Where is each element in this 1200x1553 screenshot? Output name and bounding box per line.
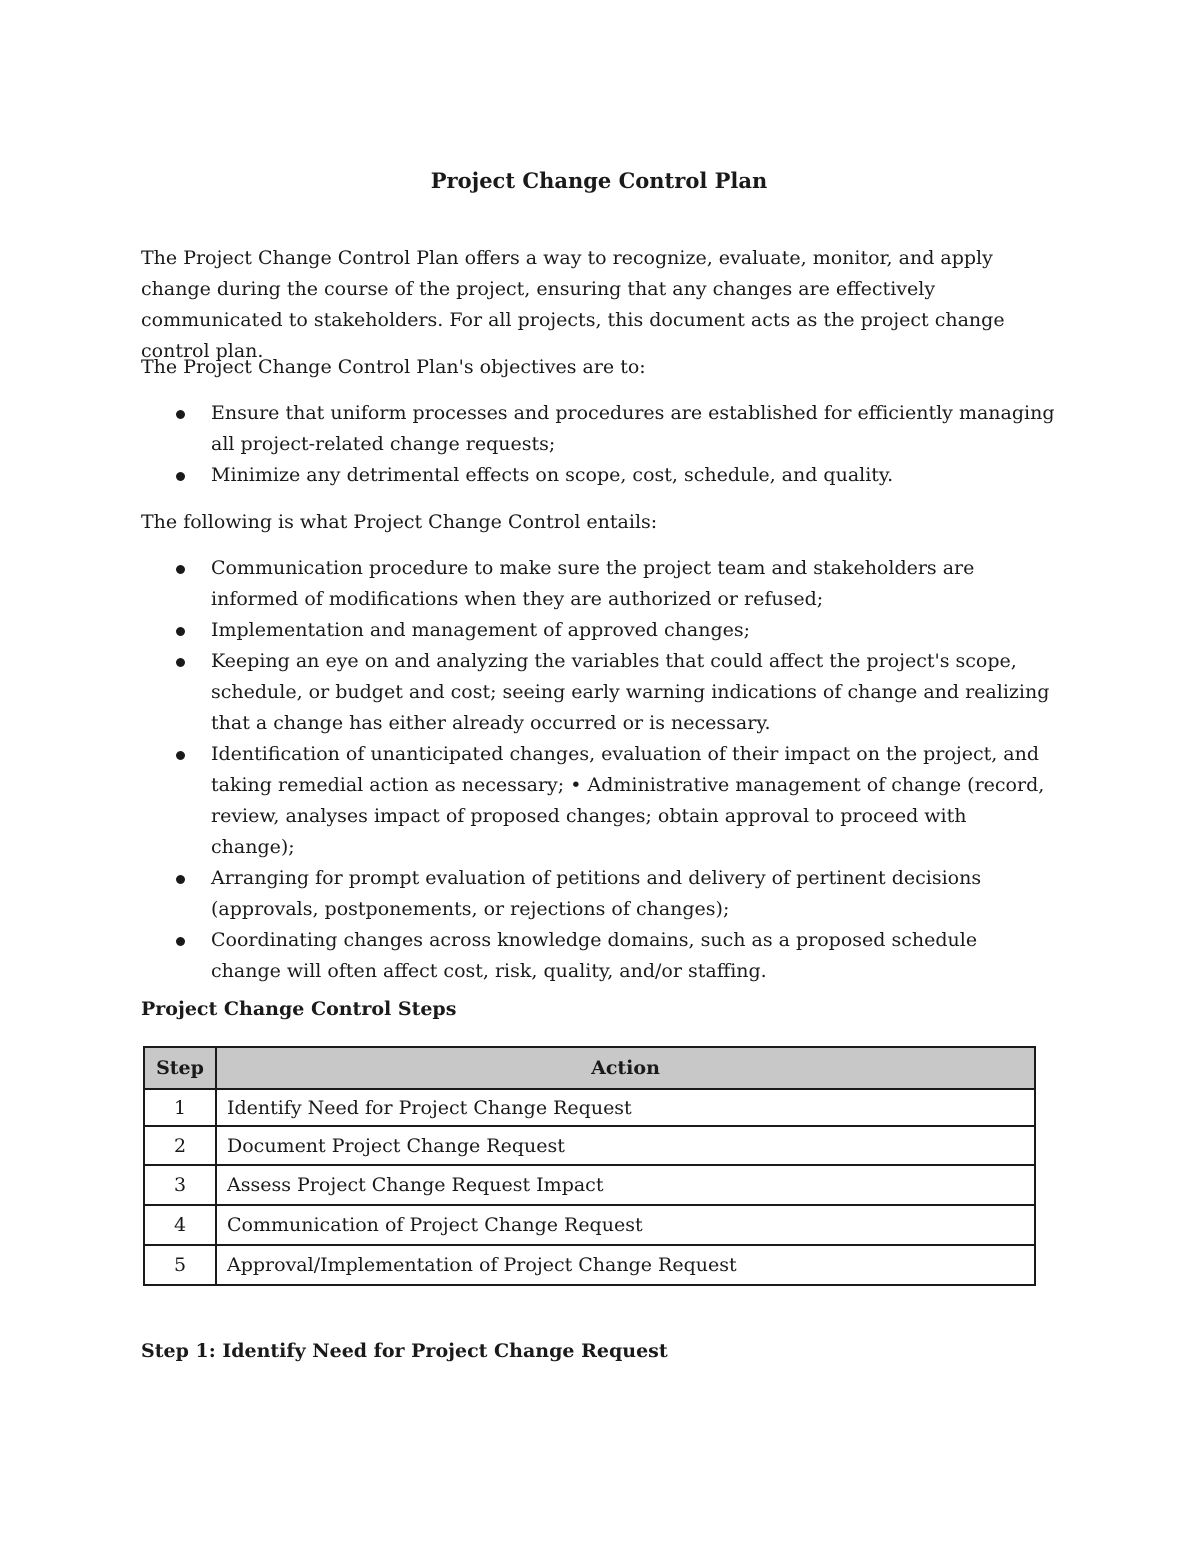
step1-heading: Step 1: Identify Need for Project Change Request xyxy=(141,1340,668,1362)
bullet-icon xyxy=(176,472,185,481)
list-item xyxy=(141,925,1051,987)
table-row xyxy=(144,1126,1035,1165)
list-item-text: Communication procedure to make sure the project team and stakeholders are informed of modifications when they are authorized or refused; xyxy=(211,557,975,610)
bullet-icon xyxy=(176,410,185,419)
table-row xyxy=(144,1205,1035,1245)
list-item-text: Implementation and management of approved changes; xyxy=(211,619,751,641)
bullet-icon xyxy=(176,937,185,946)
list-item xyxy=(141,553,1051,615)
table-header-row xyxy=(144,1047,1035,1089)
list-item-text: Ensure that uniform processes and procedures are established for efficiently managing all project-related change requests; xyxy=(211,402,1055,455)
objectives-list xyxy=(141,398,1061,491)
step-number: 4 xyxy=(144,1205,216,1245)
table-row xyxy=(144,1245,1035,1285)
table-row xyxy=(144,1165,1035,1205)
list-item xyxy=(141,646,1051,739)
intro-paragraph: The Project Change Control Plan offers a way to recognize, evaluate, monitor, and apply change during the course of the project, ensuring that any changes are effectively communicated to stakeholders. For all projects, this document acts as the project change control plan. xyxy=(141,247,1005,362)
step-action: Assess Project Change Request Impact xyxy=(216,1165,1035,1205)
step-action: Approval/Implementation of Project Change Request xyxy=(216,1245,1035,1285)
list-item xyxy=(141,739,1051,863)
steps-heading: Project Change Control Steps xyxy=(141,998,457,1020)
column-header-action: Action xyxy=(216,1047,1035,1089)
list-item-text: Arranging for prompt evaluation of petitions and delivery of pertinent decisions (approvals, postponements, or rejections of changes); xyxy=(211,867,982,920)
step-action: Identify Need for Project Change Request xyxy=(216,1089,1035,1126)
list-item xyxy=(141,615,1051,646)
list-item-text: Identification of unanticipated changes, evaluation of their impact on the project, and taking remedial action as necessary; • Administrative management of change (record, review, analyses impact of proposed changes; obtain approval to proceed with change); xyxy=(211,743,1045,858)
bullet-icon xyxy=(176,658,185,667)
list-item-text: Keeping an eye on and analyzing the variables that could affect the project's scope, schedule, or budget and cost; seeing early warning indications of change and realizing that a change has either already occurred or is necessary. xyxy=(211,650,1050,734)
bullet-icon xyxy=(176,751,185,760)
column-header-step: Step xyxy=(144,1047,216,1089)
step-action: Communication of Project Change Request xyxy=(216,1205,1035,1245)
step-number: 5 xyxy=(144,1245,216,1285)
list-item xyxy=(141,398,1061,460)
bullet-icon xyxy=(176,565,185,574)
bullet-icon xyxy=(176,875,185,884)
page-title: Project Change Control Plan xyxy=(430,168,768,193)
entails-lead: The following is what Project Change Control entails: xyxy=(141,511,658,533)
table-row xyxy=(144,1089,1035,1126)
step-action: Document Project Change Request xyxy=(216,1126,1035,1165)
steps-table xyxy=(143,1046,1036,1286)
list-item-text: Coordinating changes across knowledge domains, such as a proposed schedule change will often affect cost, risk, quality, and/or staffing. xyxy=(211,929,978,982)
list-item-text: Minimize any detrimental effects on scope, cost, schedule, and quality. xyxy=(211,464,894,486)
step-number: 3 xyxy=(144,1165,216,1205)
step-number: 1 xyxy=(144,1089,216,1126)
step-number: 2 xyxy=(144,1126,216,1165)
list-item xyxy=(141,863,1051,925)
entails-list xyxy=(141,553,1051,987)
bullet-icon xyxy=(176,627,185,636)
list-item xyxy=(141,460,1061,491)
objectives-lead: The Project Change Control Plan's objectives are to: xyxy=(141,356,646,378)
